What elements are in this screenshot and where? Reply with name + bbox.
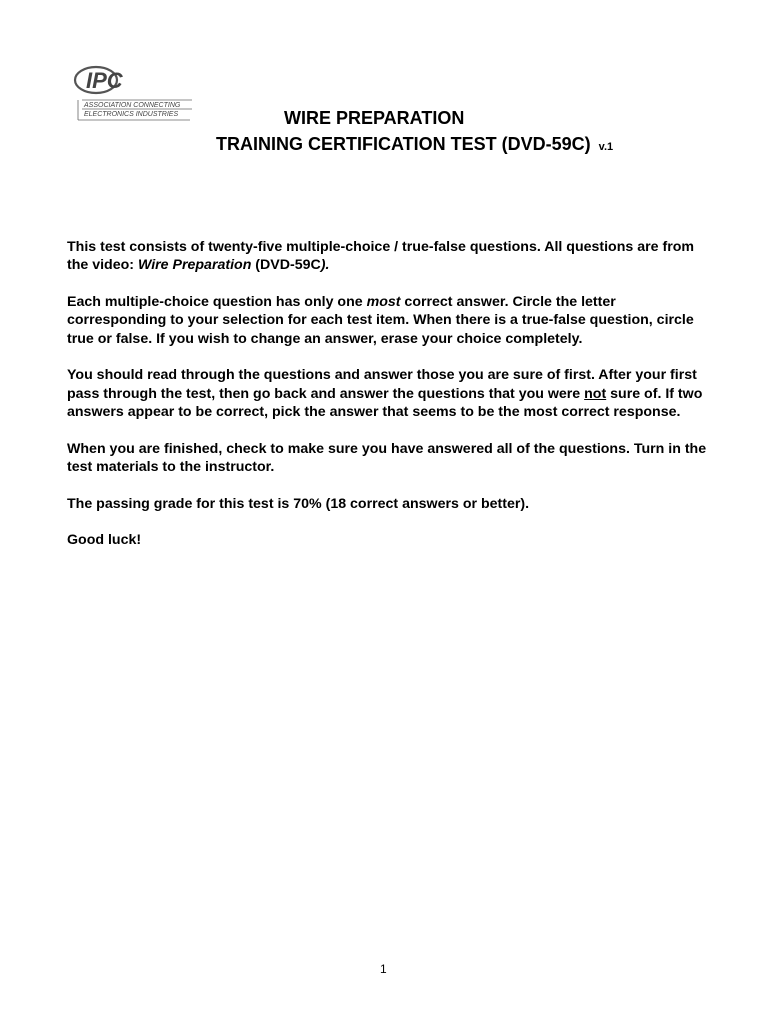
page-number: 1 (380, 962, 387, 976)
ipc-logo (72, 64, 202, 124)
subtitle-text: TRAINING CERTIFICATION TEST (DVD-59C) (216, 134, 591, 154)
svg-text:ELECTRONICS INDUSTRIES: ELECTRONICS INDUSTRIES (84, 111, 179, 118)
text-run: You should read through the questions and answer those you are sure of first. After your first pass through the test, then go back and answer the questions that you were (67, 367, 697, 402)
text-run: correct answer. Circle the letter corresponding to your selection for each test item. When there is a true-false question, circle true or false. If you wish to change an answer, erase your choice completely. (67, 293, 694, 347)
text-run: This test consists of twenty-five multiple-choice / true-false questions. All questions are from the video: (67, 239, 694, 274)
emphasis-most: most (366, 293, 401, 310)
text-run: sure of. If two answers appear to be correct, pick the answer that seems to be the most correct response. (67, 385, 703, 420)
document-title: WIRE PREPARATION (284, 108, 465, 128)
paragraph-intro (67, 238, 707, 275)
paragraph-finish: When you are finished, check to make sure you have answered all of the questions. Turn in the test materials to the instructor. (67, 440, 707, 475)
paragraph-strategy (67, 366, 707, 421)
text-run: (DVD-59C (251, 257, 321, 274)
text-run: Each multiple-choice question has only one (67, 293, 367, 310)
svg-text:ASSOCIATION CONNECTING: ASSOCIATION CONNECTING (84, 102, 181, 109)
paragraph-good-luck: Good luck! (67, 532, 142, 549)
ipc-logo-mark (72, 64, 202, 124)
version-label: v.1 (598, 141, 614, 153)
svg-text:IPC: IPC (86, 68, 123, 93)
paragraph-passing-grade: The passing grade for this test is 70% (18 correct answers or better). (67, 495, 530, 512)
instructions (67, 238, 707, 568)
text-run: ). (320, 257, 330, 274)
paragraph-multiple-choice (67, 293, 707, 348)
emphasis-not: not (584, 385, 607, 402)
video-title: Wire Preparation (137, 257, 252, 274)
document-subtitle (216, 134, 613, 155)
